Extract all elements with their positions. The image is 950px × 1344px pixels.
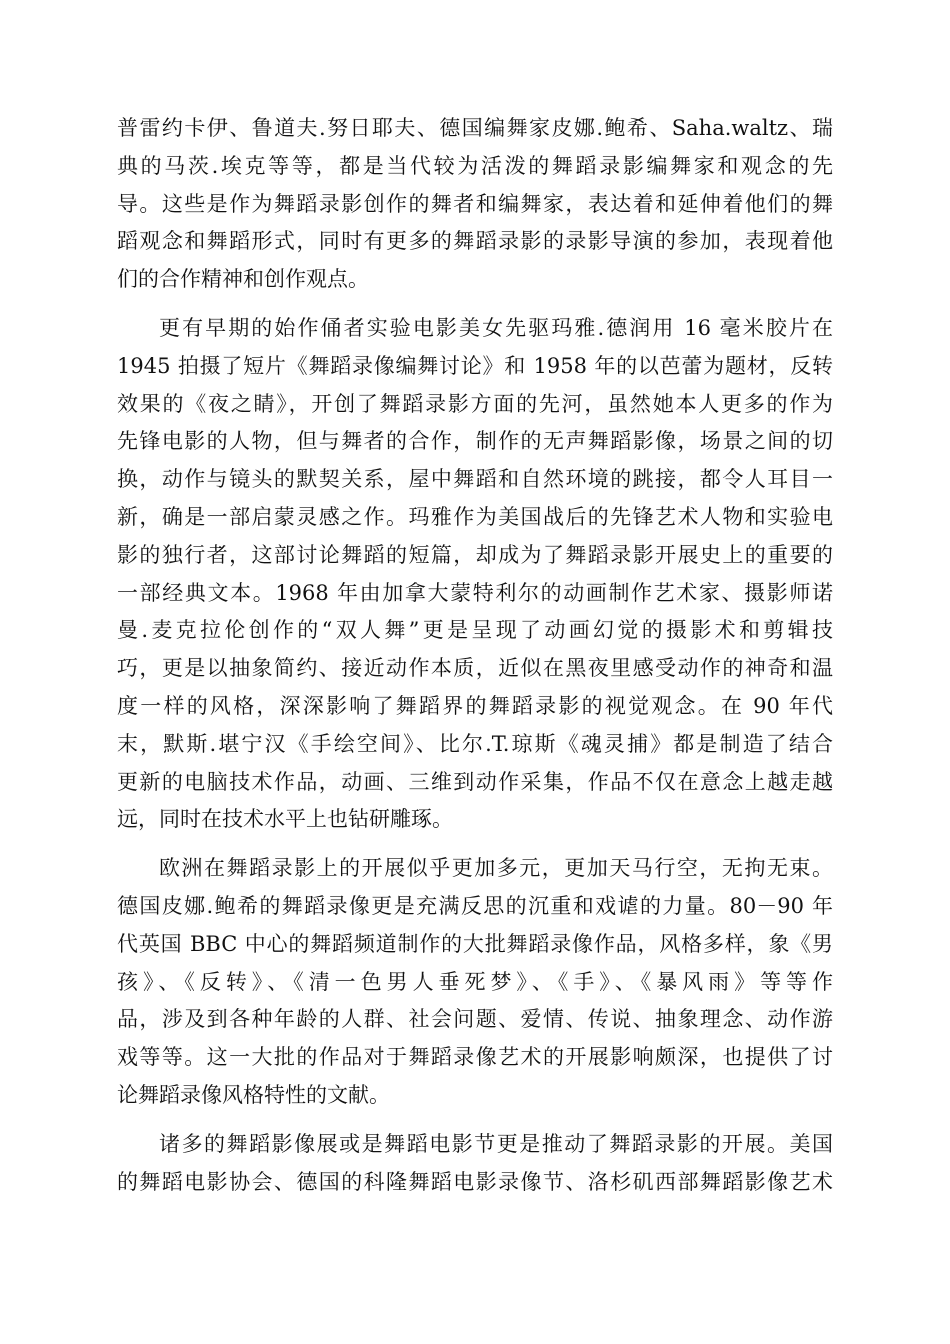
text-line: 典的马茨.埃克等等，都是当代较为活泼的舞蹈录影编舞家和观念的先 — [117, 153, 833, 178]
text-line: 度一样的风格，深深影响了舞蹈界的舞蹈录影的视觉观念。在 90 年代 — [117, 693, 833, 718]
text-line: 诸多的舞蹈影像展或是舞蹈电影节更是推动了舞蹈录影的开展。美国 — [159, 1131, 833, 1156]
text-line: 品，涉及到各种年龄的人群、社会问题、爱情、传说、抽象理念、动作游 — [117, 1007, 833, 1032]
text-line: 先锋电影的人物，但与舞者的合作，制作的无声舞蹈影像，场景之间的切 — [117, 429, 833, 454]
text-line: 一部经典文本。1968 年由加拿大蒙特利尔的动画制作艺术家、摄影师诺 — [117, 580, 833, 605]
text-line: 戏等等。这一大批的作品对于舞蹈录像艺术的开展影响颇深，也提供了讨 — [117, 1045, 833, 1070]
text-line: 更新的电脑技术作品，动画、三维到动作采集，作品不仅在意念上越走越 — [117, 769, 833, 794]
text-line: 效果的《夜之睛》，开创了舞蹈录影方面的先河，虽然她本人更多的作为 — [117, 391, 833, 416]
document-body — [117, 110, 833, 1201]
text-line: 曼.麦克拉伦创作的“双人舞”更是呈现了动画幻觉的摄影术和剪辑技 — [117, 618, 833, 643]
text-line: 巧，更是以抽象简约、接近动作本质，近似在黑夜里感受动作的神奇和温 — [117, 656, 833, 681]
paragraph-1 — [117, 110, 833, 299]
text-line: 欧洲在舞蹈录影上的开展似乎更加多元，更加天马行空，无拘无束。 — [159, 856, 833, 881]
text-line: 更有早期的始作俑者实验电影美女先驱玛雅.德润用 16 毫米胶片在 — [159, 315, 833, 340]
text-line: 德国皮娜.鲍希的舞蹈录像更是充满反思的沉重和戏谑的力量。80－90 年 — [117, 893, 833, 918]
text-line: 1945 拍摄了短片《舞蹈录像编舞讨论》和 1958 年的以芭蕾为题材，反转 — [117, 353, 833, 378]
text-line: 远，同时在技术水平上也钻研雕琢。 — [117, 807, 453, 832]
paragraph-2 — [117, 310, 833, 839]
paragraph-spacer — [117, 299, 833, 310]
paragraph-spacer — [117, 1115, 833, 1126]
text-line: 普雷约卡伊、鲁道夫.努日耶夫、德国编舞家皮娜.鲍希、Saha.waltz、瑞 — [117, 116, 833, 140]
text-line: 蹈观念和舞蹈形式，同时有更多的舞蹈录影的录影导演的参加，表现着他 — [117, 229, 833, 254]
text-line: 新，确是一部启蒙灵感之作。玛雅作为美国战后的先锋艺术人物和实验电 — [117, 504, 833, 529]
text-line: 们的合作精神和创作观点。 — [117, 267, 369, 292]
text-line: 末，默斯.堪宁汉《手绘空间》、比尔.T.琼斯《魂灵捕》都是制造了结合 — [117, 731, 833, 756]
text-line: 导。这些是作为舞蹈录影创作的舞者和编舞家，表达着和延伸着他们的舞 — [117, 191, 833, 216]
paragraph-3 — [117, 850, 833, 1115]
text-line: 的舞蹈电影协会、德国的科隆舞蹈电影录像节、洛杉矶西部舞蹈影像艺术 — [117, 1169, 833, 1194]
paragraph-4 — [117, 1126, 833, 1202]
text-line: 换，动作与镜头的默契关系，屋中舞蹈和自然环境的跳接，都令人耳目一 — [117, 467, 833, 492]
text-line: 影的独行者，这部讨论舞蹈的短篇，却成为了舞蹈录影开展史上的重要的 — [117, 542, 833, 567]
paragraph-spacer — [117, 839, 833, 850]
text-line: 代英国 BBC 中心的舞蹈频道制作的大批舞蹈录像作品，风格多样，象《男 — [117, 931, 833, 956]
text-line: 论舞蹈录像风格特性的文献。 — [117, 1082, 390, 1107]
text-line: 孩》、《反转》、《清一色男人垂死梦》、《手》、《暴风雨》等等作 — [117, 969, 833, 994]
